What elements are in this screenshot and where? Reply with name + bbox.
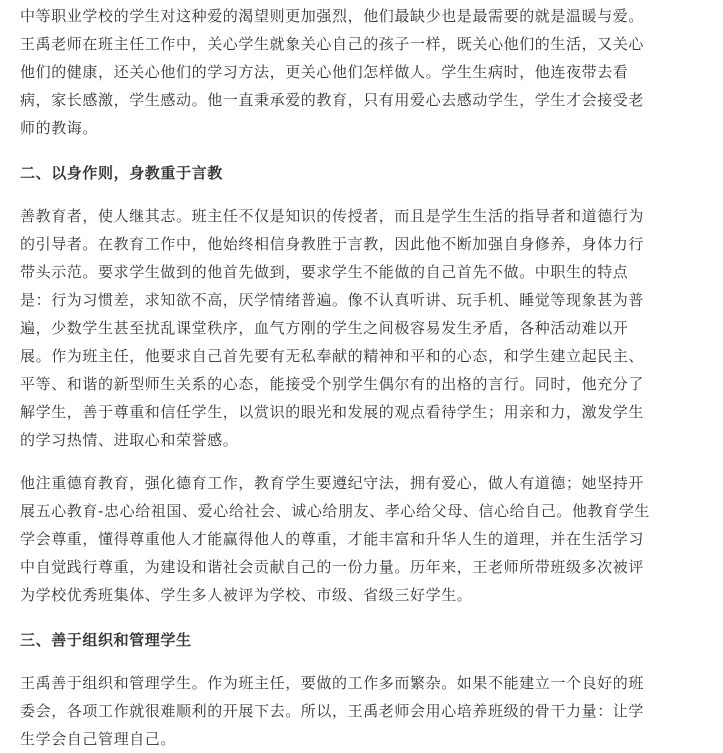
paragraph-teach-by-example: 善教育者，使人继其志。班主任不仅是知识的传授者，而且是学生生活的指导者和道德行为 的引导者。在教育工作中，他始终相信身教胜于言教，因此他不断加强自身修养，身体力行 带头示范。要求学生做到的他首先做到，要求学生不能做的自己首先不做。中职生的特点 是：行为习惯差，求知欲不高，厌学情绪普遍。像不认真听讲、玩手机、睡觉等现象甚为普 遍，少数学生甚至扰乱课堂秩序，血气方刚的学生之间极容易发生矛盾，各种活动难以开 展。作为班主任，他要求自己首先要有无私奉献的精神和平和的心态，和学生建立起民主、 平等、和谐的新型师生关系的心态，能接受个别学生偶尔有的出格的言行。同时，他充分了 解学生，善于尊重和信任学生，以赏识的眼光和发展的观点看待学生；用亲和力，激发学生 的学习热情、进取心和荣誉感。 [20,207,645,449]
paragraph-love-education: 中等职业学校的学生对这种爱的渴望则更加强烈，他们最缺少也是最需要的就是温暖与爱。 王禹老师在班主任工作中，关心学生就象关心自己的孩子一样，既关心他们的生活，又关心 他们的健康，还关心他们的学习方法，更关心他们怎样做人。学生生病时，他连夜带去看 病，家长感激，学生感动。他一直秉承爱的教育，只有用爱心去感动学生，学生才会接受老 师的教诲。 [20,7,645,137]
section-heading-organize-students: 三、善于组织和管理学生 [20,631,192,649]
paragraph-class-management: 王禹善于组织和管理学生。作为班主任，要做的工作多而繁杂。如果不能建立一个良好的班 委会，各项工作就很难顺利的开展下去。所以，王禹老师会用心培养班级的骨干力量：让学 生学会自己管理自己。 [20,674,645,748]
paragraph-moral-education: 他注重德育教育，强化德育工作，教育学生要遵纪守法，拥有爱心，做人有道德；她坚持开 展五心教育-忠心给祖国、爱心给社会、诚心给朋友、孝心给父母、信心给自己。他教育学生 学会尊重，懂得尊重他人才能赢得他人的尊重，才能丰富和升华人生的道理，并在生活学习 中自觉践行尊重，为建设和谐社会贡献自己的一份力量。历年来，王老师所带班级多次被评 为学校优秀班集体、学生多人被评为学校、市级、省级三好学生。 [20,474,651,604]
article-page [0,2,723,748]
section-heading-lead-by-example: 二、以身作则，身教重于言教 [20,164,223,182]
